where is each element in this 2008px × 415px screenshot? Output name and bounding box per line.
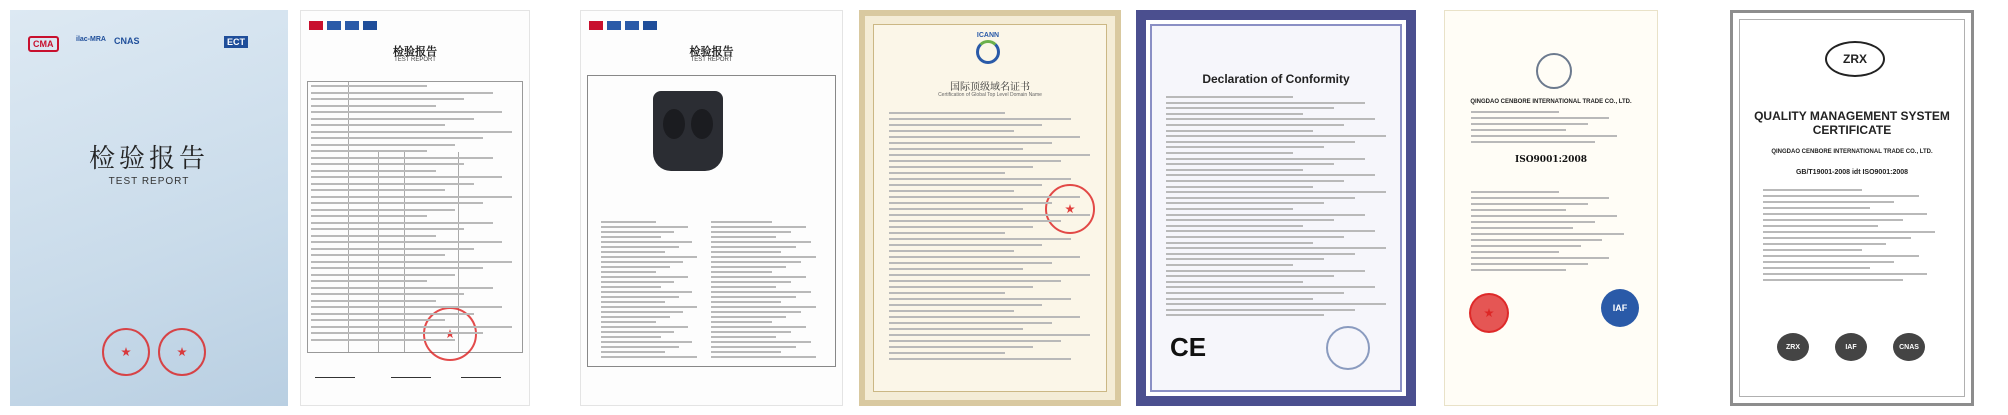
- text-line: [889, 352, 1005, 354]
- text-line: [1471, 203, 1588, 205]
- text-line: [1166, 130, 1313, 132]
- text-line: [1166, 146, 1324, 148]
- text-line: [889, 262, 1052, 264]
- text-line: [1471, 233, 1624, 235]
- text-line: [1166, 197, 1355, 199]
- text-line: [601, 261, 683, 263]
- iso-standard: ISO9001:2008: [1515, 155, 1587, 165]
- iaf-badge: IAF: [1601, 289, 1639, 327]
- report-title: 检验报告: [689, 45, 734, 58]
- text-line: [601, 231, 674, 233]
- text-line: [1763, 261, 1894, 263]
- text-line: [1763, 237, 1911, 239]
- text-line: [311, 118, 474, 120]
- text-line: [889, 172, 1005, 174]
- text-line: [1166, 141, 1355, 143]
- certificate-title: QUALITY MANAGEMENT SYSTEM CERTIFICATE: [1754, 109, 1950, 137]
- text-line: [1763, 225, 1878, 227]
- report-subtitle: TEST REPORT: [394, 57, 436, 63]
- text-line: [311, 111, 502, 113]
- text-line: [1763, 189, 1862, 191]
- text-line: [311, 222, 493, 224]
- text-line: [311, 170, 436, 172]
- text-line: [311, 274, 455, 276]
- text-line: [711, 291, 811, 293]
- text-line: [1166, 169, 1303, 171]
- text-line: [311, 326, 512, 328]
- text-line: [711, 326, 806, 328]
- text-line: [1166, 303, 1386, 305]
- text-line: [311, 163, 464, 165]
- text-line: [1166, 281, 1303, 283]
- ce-mark-icon: CE: [1170, 332, 1207, 362]
- text-line: [1471, 263, 1588, 265]
- text-line: [1166, 96, 1293, 98]
- text-line: [889, 322, 1052, 324]
- text-line: [1166, 152, 1293, 154]
- declaration-of-conformity-thumbnail[interactable]: [1136, 10, 1416, 406]
- text-line: [889, 178, 1071, 180]
- cnas-logo: CNAS: [114, 36, 140, 46]
- text-line: [311, 215, 427, 217]
- text-line: [1471, 191, 1559, 193]
- text-line: [889, 142, 1052, 144]
- text-line: [1166, 258, 1324, 260]
- text-line: [311, 124, 445, 126]
- text-line: [1471, 269, 1566, 271]
- text-line: [311, 144, 455, 146]
- text-line: [1166, 214, 1365, 216]
- ctl-seal: [1326, 326, 1370, 370]
- text-line: [311, 287, 493, 289]
- text-line: [889, 196, 1080, 198]
- text-line: [711, 221, 772, 223]
- text-line: [711, 246, 796, 248]
- text-line: [1471, 197, 1609, 199]
- text-line: [601, 266, 670, 268]
- quality-standard: GB/T19001-2008 idt ISO9001:2008: [1795, 169, 1909, 176]
- text-line: [1471, 117, 1609, 119]
- text-line: [889, 166, 1033, 168]
- text-line: [889, 244, 1042, 246]
- text-line: [601, 331, 674, 333]
- zrx-logo: ZRX: [1825, 41, 1885, 77]
- red-seal-stamp: [1469, 293, 1509, 333]
- text-line: [311, 280, 427, 282]
- text-line: [1166, 236, 1344, 238]
- report-subtitle: TEST REPORT: [108, 176, 190, 187]
- text-line: [889, 202, 1052, 204]
- text-line: [1763, 213, 1927, 215]
- company-name: QINGDAO CENBORE INTERNATIONAL TRADE CO., LTD.: [1470, 99, 1632, 105]
- text-line: [1166, 102, 1365, 104]
- text-line: [311, 319, 445, 321]
- text-line: [601, 246, 679, 248]
- text-line: [311, 98, 464, 100]
- signature: [461, 367, 501, 378]
- text-line: [1763, 255, 1919, 257]
- zrx-badge: ZRX: [1777, 333, 1809, 361]
- text-line: [1166, 180, 1344, 182]
- text-line: [889, 280, 1061, 282]
- text-line: [711, 251, 781, 253]
- text-line: [889, 334, 1090, 336]
- text-line: [1471, 209, 1566, 211]
- text-line: [311, 157, 493, 159]
- text-line: [889, 328, 1023, 330]
- report-title: 检验报告: [393, 45, 437, 58]
- text-line: [1166, 219, 1334, 221]
- text-line: [601, 321, 656, 323]
- text-line: [889, 346, 1033, 348]
- text-line: [601, 236, 661, 238]
- text-line: [1471, 129, 1566, 131]
- text-line: [889, 148, 1023, 150]
- text-line: [711, 356, 816, 358]
- text-line: [311, 261, 512, 263]
- text-line: [601, 316, 670, 318]
- text-line: [1763, 243, 1886, 245]
- report-cover-thumbnail[interactable]: [10, 10, 288, 406]
- text-line: [711, 281, 791, 283]
- text-line: [1471, 257, 1609, 259]
- text-line: [311, 189, 445, 191]
- text-line: [889, 220, 1061, 222]
- text-line: [889, 214, 1090, 216]
- text-line: [711, 331, 791, 333]
- test-report-photo-page-thumbnail[interactable]: [580, 10, 843, 406]
- text-line: [311, 150, 427, 152]
- text-line: [1166, 298, 1313, 300]
- company-name: QINGDAO CENBORE INTERNATIONAL TRADE CO., LTD.: [1771, 149, 1933, 155]
- text-line: [1763, 249, 1862, 251]
- text-line: [601, 356, 697, 358]
- text-line: [711, 261, 801, 263]
- text-line: [1763, 207, 1870, 209]
- ect-logo: [643, 21, 657, 30]
- text-line: [311, 339, 455, 341]
- text-line: [889, 250, 1014, 252]
- text-line: [601, 341, 692, 343]
- text-line: [311, 254, 445, 256]
- text-line: [601, 226, 688, 228]
- text-line: [1166, 242, 1313, 244]
- text-line: [311, 267, 483, 269]
- text-line: [311, 137, 483, 139]
- text-line: [889, 112, 1005, 114]
- text-line: [311, 248, 474, 250]
- text-line: [311, 241, 502, 243]
- text-line: [889, 310, 1014, 312]
- text-line: [889, 358, 1071, 360]
- text-line: [1166, 247, 1386, 249]
- text-line: [889, 160, 1061, 162]
- text-line: [1471, 123, 1588, 125]
- cma-logo: [589, 21, 603, 30]
- cnas-logo: [625, 21, 639, 30]
- text-line: [1166, 208, 1293, 210]
- text-line: [889, 184, 1042, 186]
- text-line: [711, 306, 816, 308]
- text-line: [889, 286, 1033, 288]
- text-line: [601, 241, 692, 243]
- red-seal-stamp: [423, 307, 477, 361]
- text-line: [889, 130, 1014, 132]
- text-line: [711, 296, 796, 298]
- text-line: [311, 85, 427, 87]
- text-line: [1471, 135, 1617, 137]
- text-line: [1166, 124, 1344, 126]
- text-line: [1166, 309, 1355, 311]
- text-line: [1166, 135, 1386, 137]
- text-line: [711, 271, 772, 273]
- signature: [391, 367, 431, 378]
- text-line: [711, 266, 786, 268]
- text-line: [601, 346, 679, 348]
- text-line: [311, 332, 483, 334]
- text-line: [1166, 158, 1365, 160]
- certificate-title: Declaration of Conformity: [1202, 72, 1350, 86]
- text-line: [601, 251, 665, 253]
- text-line: [1763, 195, 1919, 197]
- header-logos: [589, 21, 659, 31]
- report-subtitle: TEST REPORT: [690, 57, 733, 63]
- iso-certificate-thumbnail[interactable]: [1444, 10, 1658, 406]
- text-line: [1166, 292, 1344, 294]
- text-line: [1471, 111, 1559, 113]
- text-line: [601, 221, 656, 223]
- ilac-logo: [607, 21, 621, 30]
- text-line: [311, 306, 502, 308]
- text-line: [311, 228, 464, 230]
- text-line: [311, 131, 512, 133]
- text-line: [889, 226, 1033, 228]
- text-line: [1166, 174, 1375, 176]
- text-line: [889, 190, 1014, 192]
- text-line: [601, 351, 665, 353]
- text-line: [601, 336, 661, 338]
- text-line: [311, 92, 493, 94]
- text-line: [311, 202, 483, 204]
- text-line: [1471, 141, 1595, 143]
- text-line: [311, 196, 512, 198]
- text-line: [1166, 191, 1386, 193]
- red-seal-stamp: [102, 328, 150, 376]
- text-line: [1763, 267, 1870, 269]
- text-line: [1166, 163, 1334, 165]
- text-line: [889, 292, 1005, 294]
- text-line: [1471, 245, 1581, 247]
- text-line: [1471, 227, 1573, 229]
- text-line: [889, 118, 1071, 120]
- text-line: [1166, 270, 1365, 272]
- text-line: [889, 124, 1042, 126]
- text-line: [711, 226, 806, 228]
- red-seal-stamp: [158, 328, 206, 376]
- text-line: [711, 351, 781, 353]
- product-photo: [653, 91, 723, 171]
- text-line: [311, 235, 436, 237]
- text-line: [311, 293, 464, 295]
- text-line: [1166, 286, 1375, 288]
- text-line: [1763, 219, 1903, 221]
- text-line: [711, 336, 776, 338]
- text-line: [889, 136, 1080, 138]
- text-line: [601, 286, 661, 288]
- text-line: [601, 281, 674, 283]
- text-line: [1763, 201, 1894, 203]
- text-line: [311, 300, 436, 302]
- text-line: [711, 346, 796, 348]
- text-line: [1763, 279, 1903, 281]
- text-line: [601, 306, 697, 308]
- text-line: [1166, 113, 1303, 115]
- ect-logo: [363, 21, 377, 30]
- red-seal-stamp: [1045, 184, 1095, 234]
- text-line: [889, 268, 1023, 270]
- iaf-badge: IAF: [1835, 333, 1867, 361]
- text-line: [601, 276, 688, 278]
- certificate-subtitle: Certification of Global Top Level Domain Name: [938, 92, 1042, 98]
- text-line: [1763, 231, 1935, 233]
- text-line: [711, 256, 816, 258]
- text-line: [1471, 251, 1559, 253]
- test-report-page-thumbnail[interactable]: [300, 10, 530, 406]
- text-line: [889, 340, 1061, 342]
- text-line: [1166, 118, 1375, 120]
- text-line: [311, 105, 436, 107]
- text-line: [1763, 273, 1927, 275]
- text-line: [1166, 264, 1293, 266]
- text-line: [711, 276, 806, 278]
- text-line: [889, 154, 1090, 156]
- accreditation-logos: [28, 36, 274, 62]
- cma-logo: [309, 21, 323, 30]
- text-line: [889, 238, 1071, 240]
- text-line: [601, 311, 683, 313]
- text-line: [601, 256, 697, 258]
- text-line: [711, 286, 776, 288]
- icann-logo: ICANN: [965, 32, 1011, 72]
- text-line: [601, 291, 692, 293]
- text-line: [889, 232, 1005, 234]
- text-line: [711, 236, 776, 238]
- text-line: [889, 208, 1023, 210]
- certificate-title: 国际顶级域名证书: [950, 82, 1030, 93]
- text-line: [1166, 230, 1375, 232]
- text-line: [311, 313, 474, 315]
- text-line: [311, 176, 502, 178]
- report-title: 检验报告: [88, 144, 209, 174]
- text-line: [1166, 314, 1324, 316]
- domain-certificate-thumbnail[interactable]: [859, 10, 1121, 406]
- text-line: [1166, 186, 1313, 188]
- certification-logo: [1536, 53, 1572, 89]
- cnas-logo: [345, 21, 359, 30]
- text-line: [889, 316, 1080, 318]
- text-line: [711, 316, 786, 318]
- text-line: [1166, 202, 1324, 204]
- text-line: [601, 271, 656, 273]
- text-line: [711, 301, 781, 303]
- text-line: [1471, 215, 1617, 217]
- ilac-logo: [327, 21, 341, 30]
- text-line: [889, 274, 1090, 276]
- text-line: [889, 298, 1071, 300]
- text-line: [311, 209, 455, 211]
- ect-logo: ECT: [224, 36, 248, 48]
- text-line: [601, 326, 688, 328]
- text-line: [711, 311, 801, 313]
- cma-logo: CMA: [28, 36, 59, 52]
- cnas-badge: CNAS: [1893, 333, 1925, 361]
- text-line: [601, 296, 679, 298]
- text-line: [711, 321, 772, 323]
- text-line: [1166, 253, 1355, 255]
- text-line: [889, 304, 1042, 306]
- header-logos: [309, 21, 379, 31]
- text-line: [711, 231, 791, 233]
- text-line: [889, 256, 1080, 258]
- ilac-logo: ilac-MRA: [76, 36, 106, 43]
- text-line: [1471, 239, 1602, 241]
- text-line: [601, 301, 665, 303]
- quality-management-certificate-thumbnail[interactable]: [1730, 10, 1974, 406]
- text-line: [1166, 275, 1334, 277]
- text-line: [711, 341, 811, 343]
- text-line: [1166, 225, 1303, 227]
- signature: [315, 367, 355, 378]
- text-line: [1471, 221, 1595, 223]
- text-line: [311, 183, 474, 185]
- text-line: [711, 241, 811, 243]
- text-line: [1166, 107, 1334, 109]
